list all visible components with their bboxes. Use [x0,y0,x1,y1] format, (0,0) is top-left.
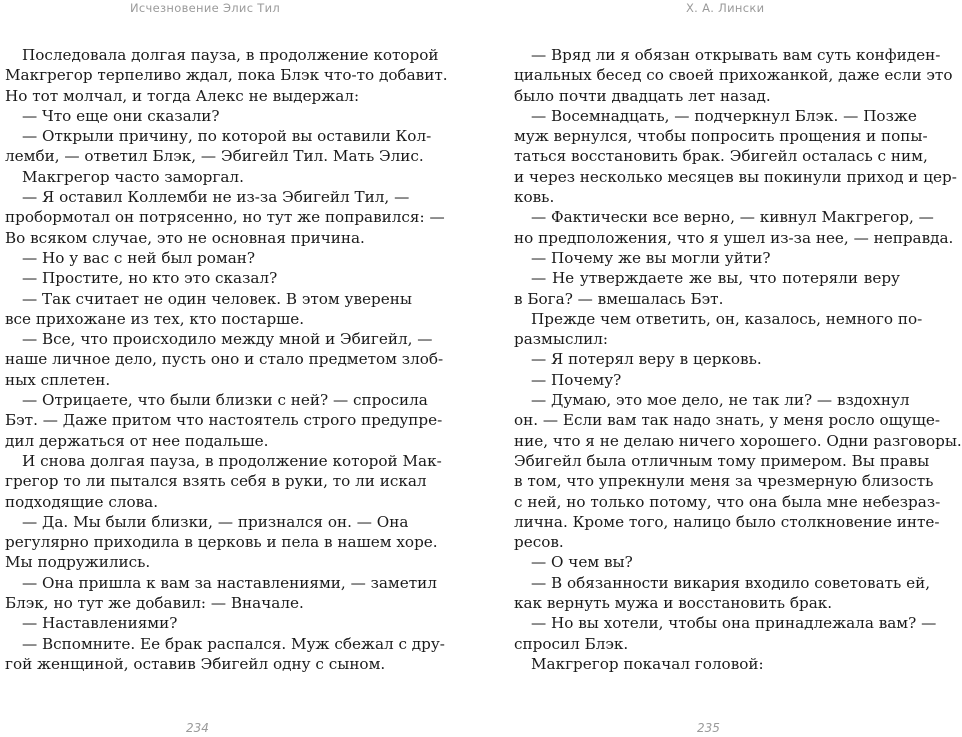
text-line: Макгрегор терпеливо ждал, пока Блэк что-то добавит. [5,66,448,85]
text-line: с ней, но только потому, что она была мне небезраз- [514,492,941,511]
text-line: но предположения, что я ушел из-за нее, — неправда. [514,228,954,247]
text-line: И снова долгая пауза, в продолжение которой Мак- [22,451,442,470]
text-line: — Но вы хотели, чтобы она принадлежала вам? — [531,614,937,633]
text-line: — Думаю, это мое дело, не так ли? — вздохнул [531,391,910,410]
text-line: спросил Блэк. [514,634,629,653]
text-line: — Я потерял веру в церковь. [531,350,762,369]
text-line: Во всяком случае, это не основная причина. [5,228,365,247]
text-line: в Бога? — вмешалась Бэт. [514,289,724,308]
text-line: — Восемнадцать, — подчеркнул Блэк. — Позже [531,106,917,125]
text-line: Но тот молчал, и тогда Алекс не выдержал: [5,86,360,105]
text-line: муж вернулся, чтобы попросить прощения и попы- [514,127,928,146]
text-line: лична. Кроме того, налицо было столкновение инте- [514,512,940,531]
text-line: — Она пришла к вам за наставлениями, — заметил [22,573,437,592]
text-line: Макгрегор покачал головой: [531,654,764,673]
text-line: наше личное дело, пусть оно и стало предметом злоб- [5,350,444,369]
page-number-left: 234 [186,721,209,735]
text-line: — Не утверждаете же вы, что потеряли веру [531,269,900,288]
text-line: Бэт. — Даже притом что настоятель строго предупре- [5,411,443,430]
page-number-right: 235 [697,721,720,735]
text-line: — Простите, но кто это сказал? [22,269,278,288]
text-line: он. — Если вам так надо знать, у меня росло ощуще- [514,411,940,430]
text-line: — Вспомните. Ее брак распался. Муж сбежал с дру- [22,634,445,653]
text-line: Последовала долгая пауза, в продолжение которой [22,46,439,64]
text-line: — Отрицаете, что были близки с ней? — спросила [22,391,428,410]
text-line: в том, что упрекнули меня за чрезмерную близость [514,472,934,491]
text-line: как вернуть мужа и восстановить брак. [514,594,833,613]
text-line: гой женщиной, оставив Эбигейл одну с сыном. [5,654,386,673]
running-head-title: Исчезновение Элис Тил [130,1,281,15]
text-line: Прежде чем ответить, он, казалось, немного по- [531,309,923,328]
text-line: — О чем вы? [531,553,633,572]
text-line: пробормотал он потрясенно, но тут же поправился: — [5,208,445,227]
text-line: Блэк, но тут же добавил: — Вначале. [5,594,304,613]
running-head-author: Х. А. Лински [686,1,765,15]
text-line: было почти двадцать лет назад. [514,86,771,105]
text-line: дил держаться от нее подальше. [5,431,269,450]
text-line: подходящие слова. [5,492,159,511]
left-page-text [5,45,448,674]
text-line: — Но у вас с ней был роман? [22,248,256,267]
text-line: — В обязанности викария входило советовать ей, [531,573,931,592]
text-line: — Почему же вы могли уйти? [531,248,771,267]
text-line: — Что еще они сказали? [22,106,220,125]
text-line: грегор то ли пытался взять себя в руки, то ли искал [5,472,427,491]
text-line: Эбигейл была отличным тому примером. Вы правы [514,451,930,470]
text-line: Макгрегор часто заморгал. [22,167,244,186]
text-line: — Так считает не один человек. В этом уверены [22,289,412,308]
text-line: и через несколько месяцев вы покинули приход и цер- [514,167,957,186]
text-line: — Почему? [531,370,622,389]
text-line: — Фактически все верно, — кивнул Макгрегор, — [531,208,934,227]
text-line: — Наставлениями? [22,614,178,633]
text-line: — Открыли причину, по которой вы оставили Кол- [22,127,432,146]
text-line: все прихожане из тех, кто постарше. [5,309,305,328]
text-line: — Я оставил Коллемби не из-за Эбигейл Тил, — [22,188,410,207]
text-line: ние, что я не делаю ничего хорошего. Одни разговоры. [514,431,962,450]
text-line: — Да. Мы были близки, — признался он. — Она [22,512,409,531]
text-line: лемби, — ответил Блэк, — Эбигейл Тил. Мать Элис. [5,147,424,166]
text-line: — Все, что происходило между мной и Эбигейл, — [22,330,433,349]
text-line: ковь. [514,188,555,207]
text-line: регулярно приходила в церковь и пела в нашем хоре. [5,533,438,552]
right-page-text [514,45,962,674]
text-line: таться восстановить брак. Эбигейл осталась с ним, [514,147,928,166]
text-line: ресов. [514,533,564,552]
text-line: размыслил: [514,330,609,349]
text-line: Мы подружились. [5,553,151,572]
text-line: — Вряд ли я обязан открывать вам суть конфиден- [531,46,941,64]
text-line: ных сплетен. [5,370,111,389]
text-line: циальных бесед со своей прихожанкой, даже если это [514,66,953,85]
